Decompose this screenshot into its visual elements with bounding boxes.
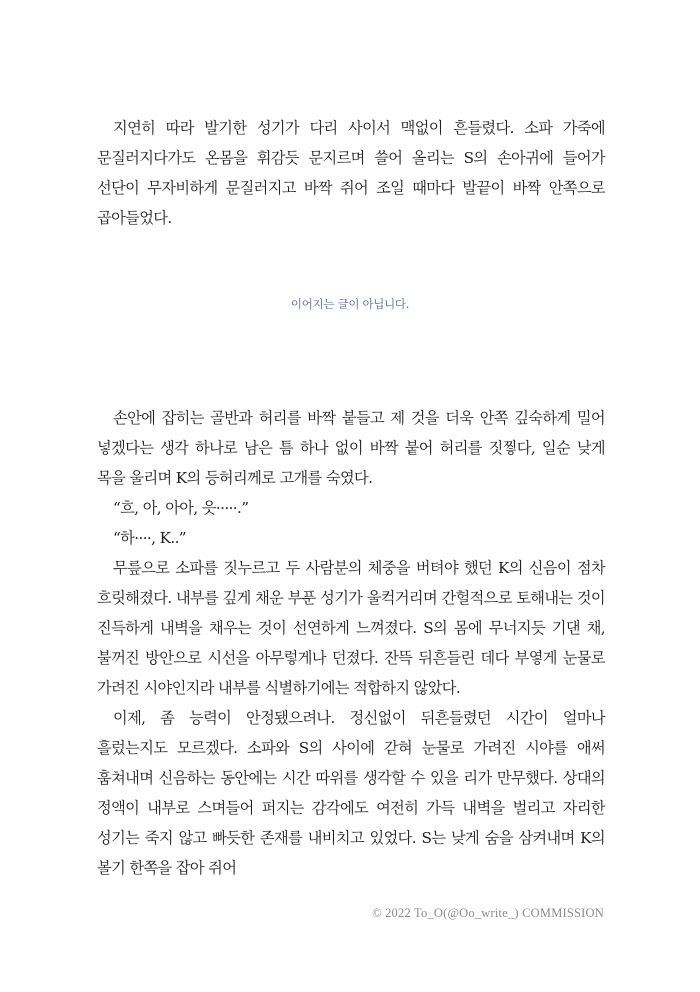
body-paragraph: 지연히 따라 발기한 성기가 다리 사이서 맥없이 흔들렸다. 소파 가죽에 문질러지다가도 온몸을 휘감듯 문지르며 쓸어 올리는 S의 손아귀에 들어가 선단이 무자비하게 문질러지고 바짝 쥐어 조일 때마다 발끝이 바짝 안쪽으로 곱아들었다. <box>97 119 605 227</box>
body-paragraph: 무릎으로 소파를 짓누르고 두 사람분의 체중을 버텨야 했던 K의 신음이 점차 흐릿해졌다. 내부를 깊게 채운 부푼 성기가 울컥거리며 간헐적으로 토해내는 것이 진득하게 내벽을 채우는 것이 선연하게 느껴졌다. S의 몸에 무너지듯 기댄 채, 불꺼진 방안으로 시선을 아무렇게나 던졌다. 잔뜩 뒤흔들린 데다 부옇게 눈물로 가려진 시야인지라 내부를 식별하기에는 적합하지 않았다. <box>97 559 605 697</box>
not-continued-notice: 이어지는 글이 아닙니다. <box>290 297 410 311</box>
dialogue-line: “하····, K..” <box>113 529 186 547</box>
bottom-text-block <box>97 403 605 883</box>
dialogue-line: “흐, 아, 아아, 읏·····.” <box>113 499 249 517</box>
body-paragraph: 손안에 잡히는 골반과 허리를 바짝 붙들고 제 것을 더욱 안쪽 깊숙하게 밀어 넣겠다는 생각 하나로 남은 틈 하나 없이 바짝 붙어 허리를 짓찧다, 일순 낮게 목을 울리며 K의 등허리께로 고개를 숙였다. <box>97 409 605 487</box>
top-text-block <box>97 113 605 233</box>
body-paragraph: 이제, 좀 능력이 안정됐으려나. 정신없이 뒤흔들렸던 시간이 얼마나 흘렀는지도 모르겠다. 소파와 S의 사이에 갇혀 눈물로 가려진 시야를 애써 훔쳐내며 신음하는 동안에는 시간 따위를 생각할 수 있을 리가 만무했다. 상대의 정액이 내부로 스며들어 퍼지는 감각에도 여전히 가득 내벽을 벌리고 자리한 성기는 죽지 않고 빠듯한 존재를 내비치고 있었다. S는 낮게 숨을 삼켜내며 K의 볼기 한쪽을 잡아 쥐어 <box>97 709 605 877</box>
copyright-notice: © 2022 To_O(@Oo_write_) COMMISSION <box>372 906 604 920</box>
